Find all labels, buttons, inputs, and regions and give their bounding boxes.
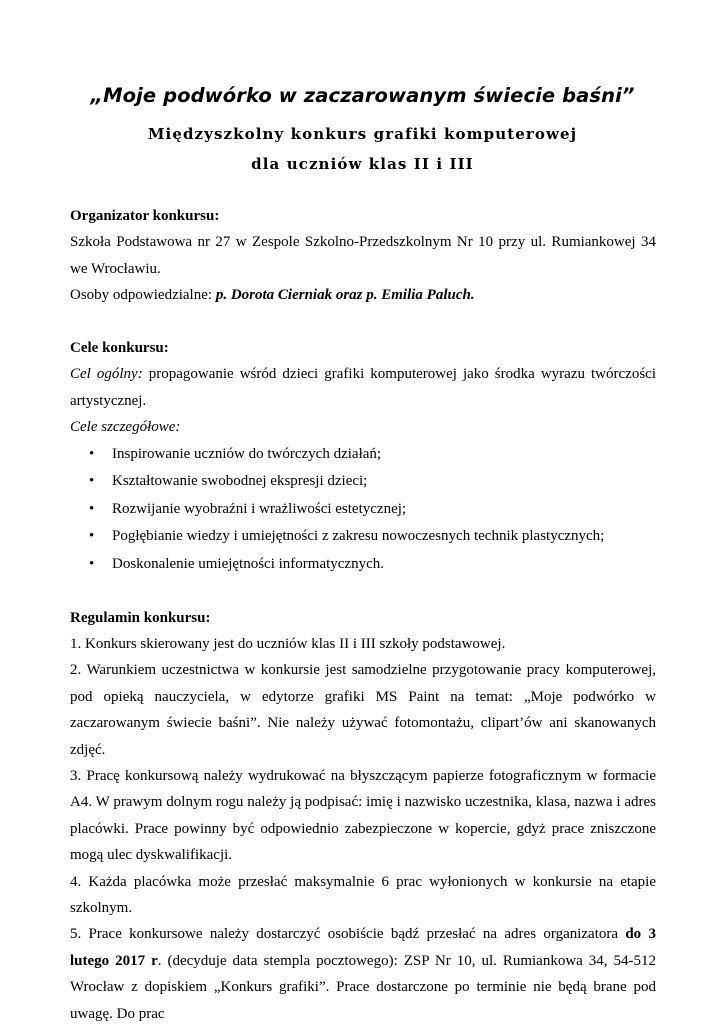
rule-3: 3. Pracę konkursową należy wydrukować na błyszczącym papierze fotograficznym w formacie A4. W prawym dolnym rogu należy ją podpisać: imię i nazwisko uczestnika, klasa, nazwa i adres placówki. Prace powinny być odpowiednio zabezpieczone w kopercie, gdyż prace zniszczone mogą ulec dyskwalifikacji.: [70, 767, 656, 864]
rule-2: 2. Warunkiem uczestnictwa w konkursie jest samodzielne przygotowanie pracy komputerowej, pod opieką nauczyciela, w edytorze grafiki MS Paint na temat: „Moje podwórko w zaczarowanym świecie baśni”. Nie należy używać fotomontażu, clipart’ów ani skanowanych zdjęć.: [70, 662, 656, 758]
document-title: „Moje podwórko w zaczarowanym świecie baśni”: [90, 84, 635, 107]
rule-5-deadline: do 3 lutego 2017 r: [70, 926, 656, 969]
list-item: • Rozwijanie wyobraźni i wrażliwości estetycznej;: [70, 496, 656, 524]
responsible-persons-names: p. Dorota Cierniak oraz p. Emilia Paluch.: [215, 287, 475, 304]
rule-1: 1. Konkurs skierowany jest do uczniów klas II i III szkoły podstawowej.: [70, 635, 506, 652]
organizer-heading: Organizator konkursu:: [70, 208, 220, 224]
rule-5-text-a: 5. Prace konkursowe należy dostarczyć osobiście bądź przesłać na adres organizatora: [70, 926, 626, 943]
rules-heading: Regulamin konkursu:: [70, 609, 211, 626]
list-item: • Doskonalenie umiejętności informatycznych.: [70, 551, 656, 579]
goals-section: [70, 335, 656, 578]
organizer-section: [70, 203, 656, 309]
specific-goals-list: [70, 441, 656, 579]
goals-heading: Cele konkursu:: [70, 340, 169, 357]
general-goal-text: propagowanie wśród dzieci grafiki komputerowej jako środka wyrazu twórczości artystycznej.: [70, 366, 656, 409]
general-goal-label: Cel ogólny:: [70, 366, 143, 383]
document-subtitle-target: dla uczniów klas II i III: [251, 155, 474, 173]
rule-5-text-b: . (decyduje data stempla pocztowego): ZSP Nr 10, ul. Rumiankowa 34, 54-512 Wrocław z dopiskiem „Konkurs grafiki”. Prace dostarczone po terminie nie będą brane pod uwagę. Do prac: [70, 952, 656, 1022]
responsible-persons: [70, 282, 656, 308]
general-goal: [70, 361, 656, 414]
responsible-persons-label: Osoby odpowiedzialne:: [70, 287, 216, 304]
specific-goals-label: Cele szczegółowe:: [70, 419, 181, 436]
organizer-text: Szkoła Podstawowa nr 27 w Zespole Szkolno-Przedszkolnym Nr 10 przy ul. Rumiankowej 34 we Wrocławiu.: [70, 234, 656, 277]
rule-4: 4. Każda placówka może przesłać maksymalnie 6 prac wyłonionych w konkursie na etapie szkolnym.: [70, 873, 656, 916]
list-item: • Pogłębianie wiedzy i umiejętności z zakresu nowoczesnych technik plastycznych;: [70, 523, 656, 551]
document-subtitle: Międzyszkolny konkurs grafiki komputerowej: [147, 125, 578, 143]
rule-5: [70, 921, 656, 1027]
list-item: • Kształtowanie swobodnej ekspresji dzieci;: [70, 468, 656, 496]
rules-section: [70, 605, 656, 1027]
document-body: [70, 203, 656, 1027]
list-item: • Inspirowanie uczniów do twórczych działań;: [70, 441, 656, 469]
spacer: [70, 578, 656, 604]
spacer: [70, 309, 656, 335]
